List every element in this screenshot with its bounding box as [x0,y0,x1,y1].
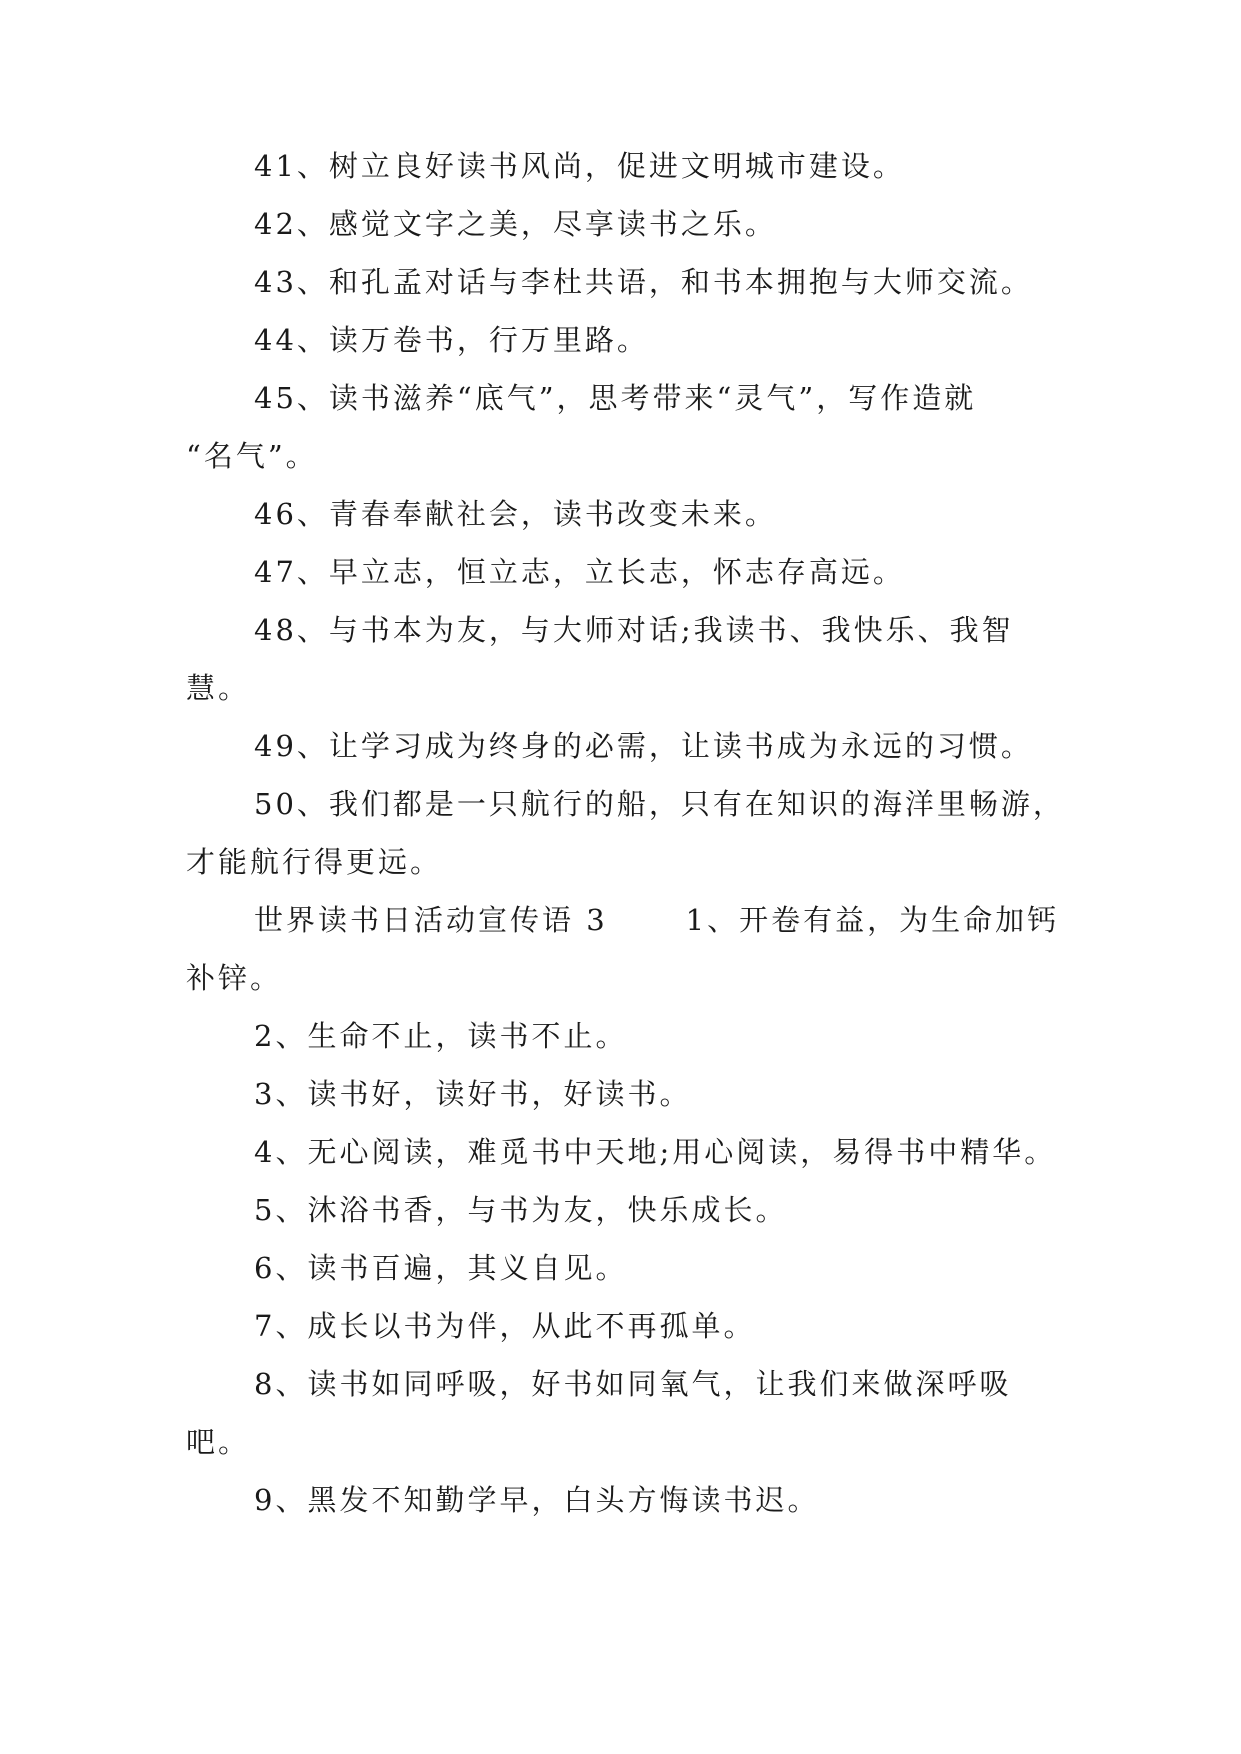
paragraph-line: 50、我们都是一只航行的船，只有在知识的海洋里畅游， [254,787,1065,821]
paragraph-line: 7、成长以书为伴，从此不再孤单。 [254,1309,756,1343]
paragraph-line: 45、读书滋养“底气”，思考带来“灵气”，写作造就 [254,381,977,415]
section-first-item: 1、开卷有益，为生命加钙 [685,903,1060,937]
paragraph-line: 8、读书如同呼吸，好书如同氧气，让我们来做深呼吸 [254,1367,1012,1401]
paragraph-line: 43、和孔孟对话与李杜共语，和书本拥抱与大师交流。 [254,265,1033,299]
paragraph-line: 47、早立志，恒立志，立长志，怀志存高远。 [254,555,905,589]
paragraph-line: 补锌。 [186,961,283,995]
paragraph-line: 5、沐浴书香，与书为友，快乐成长。 [254,1193,788,1227]
paragraph-line: 4、无心阅读，难觅书中天地;用心阅读，易得书中精华。 [254,1135,1057,1169]
paragraph-line: 42、感觉文字之美，尽享读书之乐。 [254,207,777,241]
paragraph-line: “名气”。 [186,439,318,473]
paragraph-line: 才能航行得更远。 [186,845,443,879]
paragraph-line: 3、读书好，读好书，好读书。 [254,1077,692,1111]
section-heading-line [254,900,1059,940]
paragraph-line: 48、与书本为友，与大师对话;我读书、我快乐、我智 [254,613,1014,647]
section-heading: 世界读书日活动宣传语 3 [254,903,608,937]
paragraph-line: 慧。 [186,671,251,705]
paragraph-line: 46、青春奉献社会，读书改变未来。 [254,497,777,531]
paragraph-line: 41、树立良好读书风尚，促进文明城市建设。 [254,149,905,183]
paragraph-line: 9、黑发不知勤学早，白头方悔读书迟。 [254,1483,820,1517]
paragraph-line: 2、生命不止，读书不止。 [254,1019,628,1053]
paragraph-line: 44、读万卷书，行万里路。 [254,323,649,357]
paragraph-line: 6、读书百遍，其义自见。 [254,1251,628,1285]
paragraph-line: 49、让学习成为终身的必需，让读书成为永远的习惯。 [254,729,1033,763]
paragraph-line: 吧。 [186,1425,251,1459]
